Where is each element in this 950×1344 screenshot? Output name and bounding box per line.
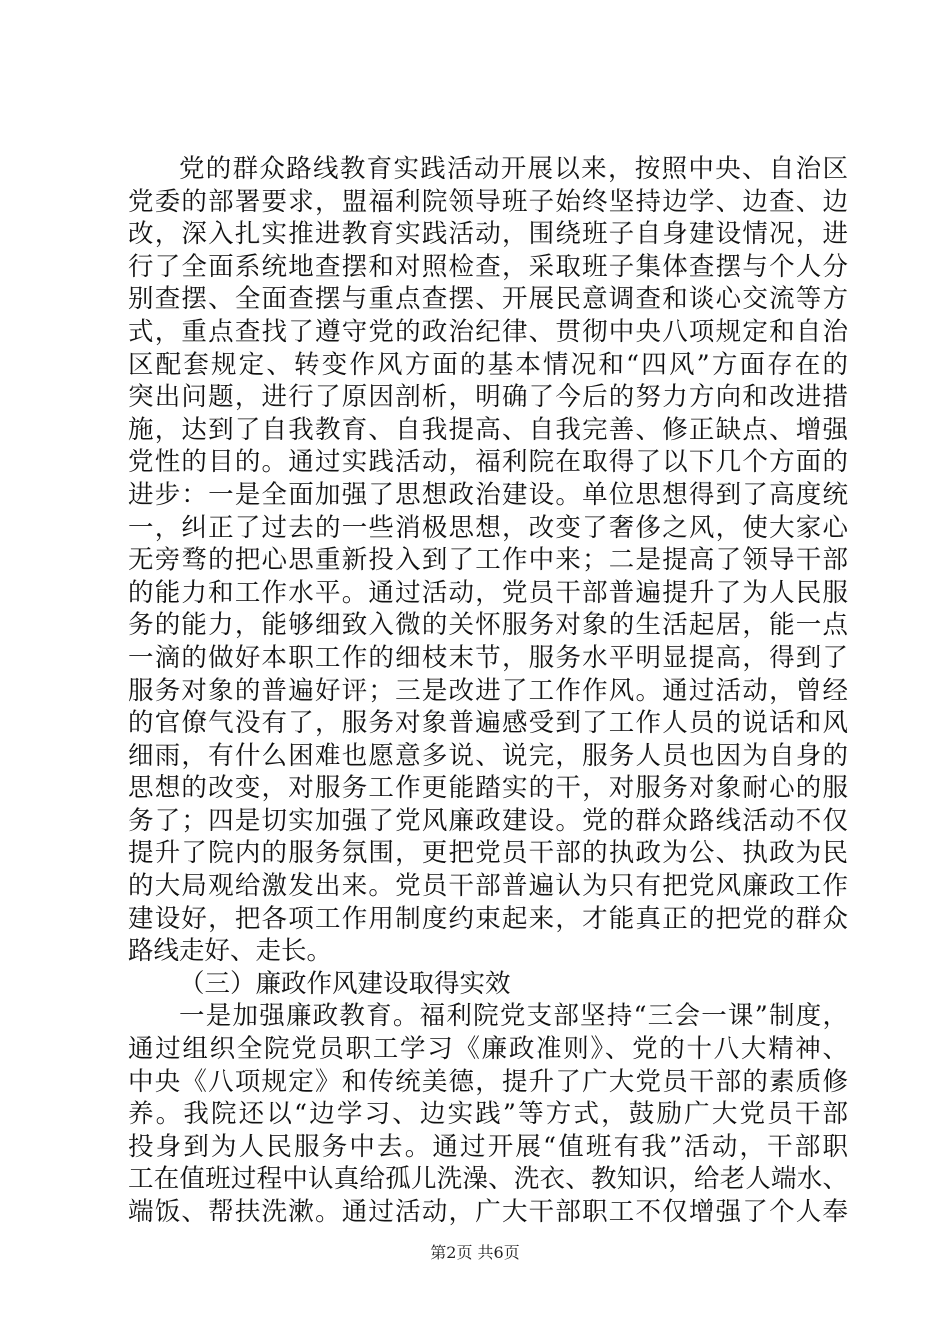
text-line: 建设好，把各项工作用制度约束起来，才能真正的把党的群众 xyxy=(128,903,848,934)
text-line: 投身到为人民服务中去。通过开展“值班有我”活动，干部职 xyxy=(128,1131,848,1162)
text-line: 别查摆、全面查摆与重点查摆、开展民意调查和谈心交流等方 xyxy=(128,284,848,315)
text-line: 中央《八项规定》和传统美德，提升了广大党员干部的素质修 xyxy=(128,1066,848,1097)
text-line: 式，重点查找了遵守党的政治纪律、贯彻中央八项规定和自治 xyxy=(128,316,848,347)
text-line: 进步：一是全面加强了思想政治建设。单位思想得到了高度统 xyxy=(128,479,848,510)
text-line: 工在值班过程中认真给孤儿洗澡、洗衣、教知识，给老人端水、 xyxy=(128,1164,848,1195)
text-line: 路线走好、走长。 xyxy=(128,936,333,967)
text-line: 细雨，有什么困难也愿意多说、说完，服务人员也因为自身的 xyxy=(128,740,848,771)
text-line: 的大局观给激发出来。党员干部普遍认为只有把党风廉政工作 xyxy=(128,871,848,902)
text-line: 一是加强廉政教育。福利院党支部坚持“三会一课”制度， xyxy=(179,1001,848,1032)
text-line: 一滴的做好本职工作的细枝末节，服务水平明显提高，得到了 xyxy=(128,642,848,673)
text-line: 无旁骛的把心思重新投入到了工作中来；二是提高了领导干部 xyxy=(128,545,848,576)
text-line: 务的能力，能够细致入微的关怀服务对象的生活起居，能一点 xyxy=(128,610,848,641)
text-line: 服务对象的普遍好评；三是改进了工作作风。通过活动，曾经 xyxy=(128,675,848,706)
body-text xyxy=(128,153,848,1229)
text-line: 的能力和工作水平。通过活动，党员干部普遍提升了为人民服 xyxy=(128,577,848,608)
text-line: 养。我院还以“边学习、边实践”等方式，鼓励广大党员干部 xyxy=(128,1099,848,1130)
text-line: 思想的改变，对服务工作更能踏实的干，对服务对象耐心的服 xyxy=(128,773,848,804)
text-line: 提升了院内的服务氛围，更把党员干部的执政为公、执政为民 xyxy=(128,838,848,869)
page-number: 第2页 共6页 xyxy=(430,1243,520,1262)
text-line: 一，纠正了过去的一些消极思想，改变了奢侈之风，使大家心 xyxy=(128,512,848,543)
text-line: 端饭、帮扶洗漱。通过活动，广大干部职工不仅增强了个人奉 xyxy=(128,1197,848,1227)
text-line: 行了全面系统地查摆和对照检查，采取班子集体查摆与个人分 xyxy=(128,251,848,282)
text-line: 的官僚气没有了，服务对象普遍感受到了工作人员的说话和风 xyxy=(128,708,848,739)
section-heading: （三）廉政作风建设取得实效 xyxy=(179,968,511,999)
text-line: 务了；四是切实加强了党风廉政建设。党的群众路线活动不仅 xyxy=(128,805,848,836)
text-line: 党委的部署要求，盟福利院领导班子始终坚持边学、边查、边 xyxy=(128,186,848,217)
text-line: 施，达到了自我教育、自我提高、自我完善、修正缺点、增强 xyxy=(128,414,848,445)
text-line: 党的群众路线教育实践活动开展以来，按照中央、自治区 xyxy=(179,154,848,184)
text-line: 区配套规定、转变作风方面的基本情况和“四风”方面存在的 xyxy=(128,349,848,380)
text-line: 党性的目的。通过实践活动，福利院在取得了以下几个方面的 xyxy=(128,447,848,478)
text-line: 突出问题，进行了原因剖析，明确了今后的努力方向和改进措 xyxy=(128,382,848,413)
text-line: 通过组织全院党员职工学习《廉政准则》、党的十八大精神、 xyxy=(128,1034,848,1065)
text-line: 改，深入扎实推进教育实践活动，围绕班子自身建设情况，进 xyxy=(128,219,848,250)
